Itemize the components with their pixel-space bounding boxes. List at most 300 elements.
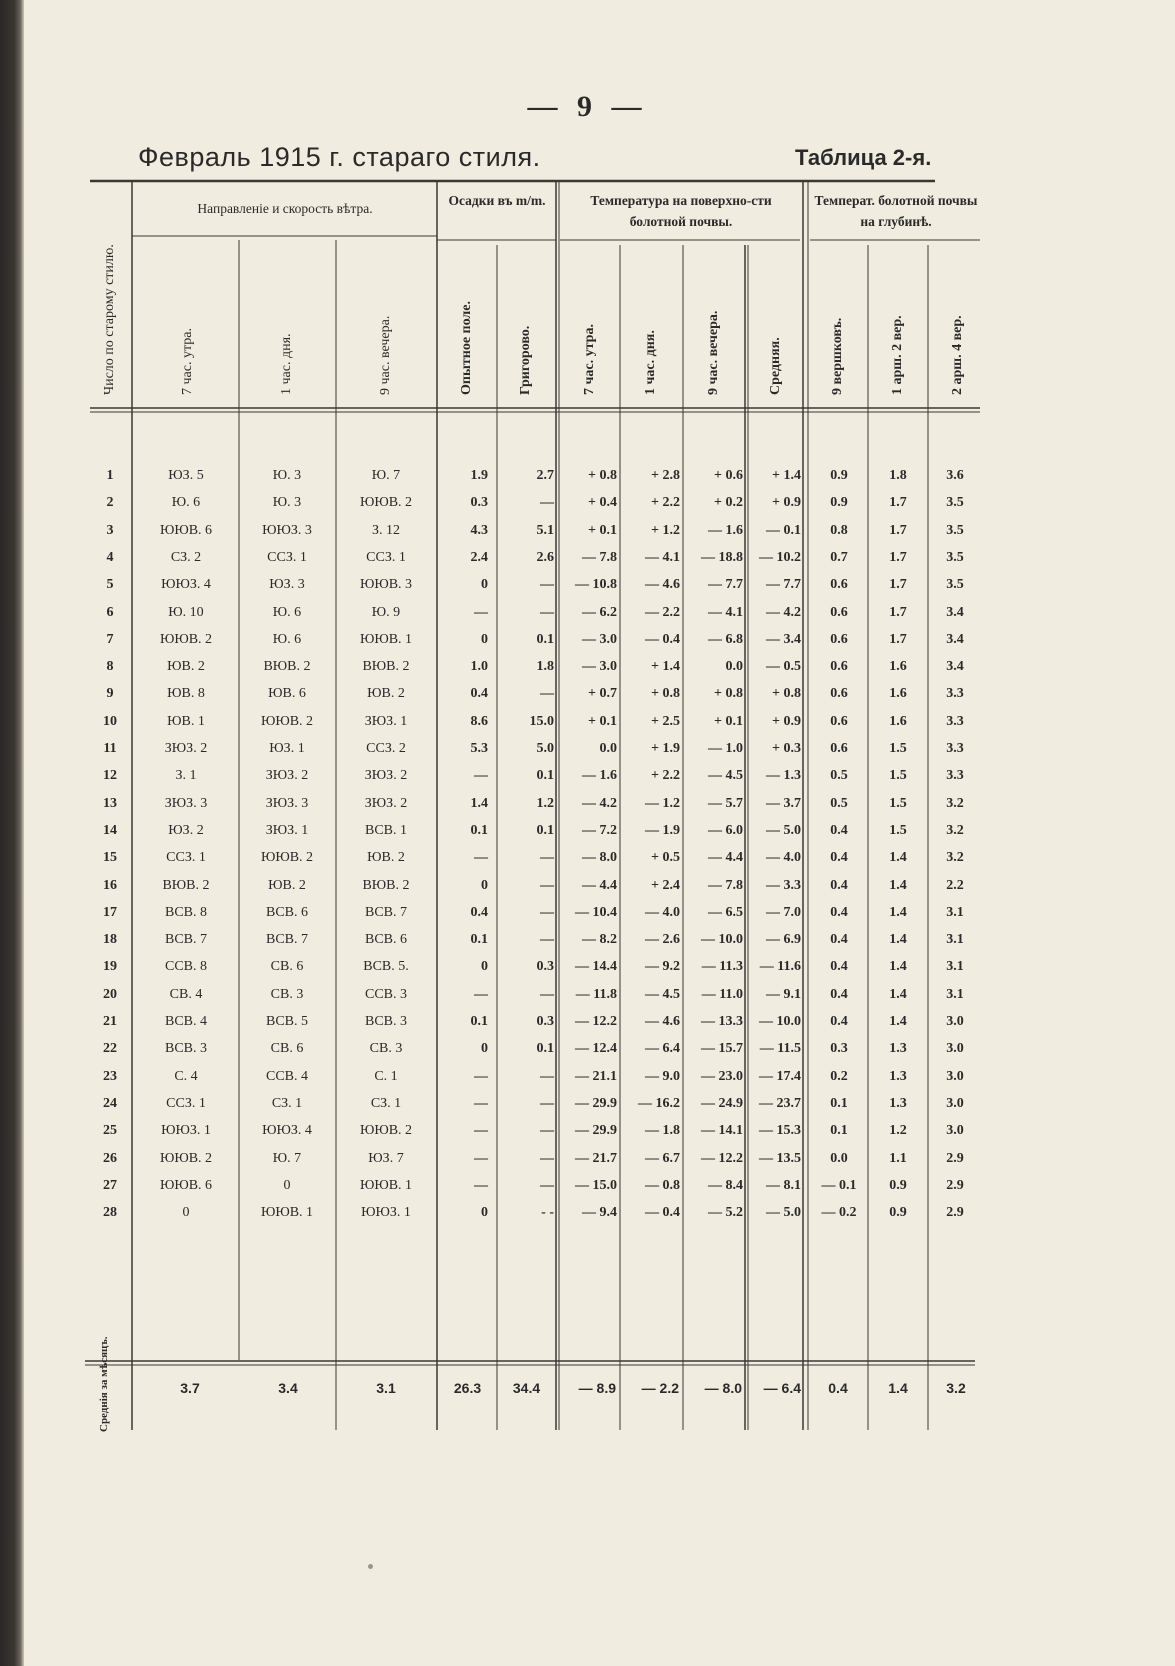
cell-d1: 0.1 bbox=[830, 1095, 848, 1111]
cell-s7: — 8.0 bbox=[582, 850, 617, 866]
cell-s9: + 0.2 bbox=[714, 495, 743, 511]
page-number: — 9 — bbox=[527, 90, 648, 123]
cell-s9: — 24.9 bbox=[701, 1095, 743, 1111]
cell-s9: — 6.8 bbox=[708, 631, 743, 647]
table-number: Таблица 2-я. bbox=[795, 145, 932, 170]
cell-d2: 1.4 bbox=[889, 959, 907, 975]
cell-s1: — 0.8 bbox=[645, 1177, 680, 1193]
cell-w9: ВСВ. 6 bbox=[364, 932, 407, 948]
cell-day: 6 bbox=[106, 604, 114, 620]
cell-d1: 0.6 bbox=[830, 713, 848, 729]
cell-w9: ВЮВ. 2 bbox=[362, 659, 410, 675]
averages-row bbox=[0, 1376, 1175, 1406]
cell-w1: Ю. 7 bbox=[272, 1150, 302, 1166]
cell-p2: — bbox=[540, 1095, 554, 1111]
cell-w9: ЮЮВ. 1 bbox=[359, 1177, 413, 1193]
cell-s1: + 1.2 bbox=[651, 522, 680, 538]
cell-s1: — 6.4 bbox=[645, 1041, 680, 1057]
cell-w9: ВСВ. 7 bbox=[364, 904, 407, 920]
cell-w9: Ю. 9 bbox=[371, 604, 401, 620]
cell-d2: 1.5 bbox=[889, 822, 907, 838]
cell-p1: — bbox=[474, 850, 488, 866]
cell-d1: 0.4 bbox=[830, 850, 848, 866]
cell-day: 5 bbox=[106, 577, 114, 593]
cell-p2: 2.7 bbox=[536, 468, 554, 483]
header-precip-field: Опытное поле. bbox=[459, 301, 474, 395]
cell-day: 25 bbox=[103, 1123, 117, 1139]
cell-d1: 0.6 bbox=[830, 659, 848, 675]
cell-sm: + 0.8 bbox=[772, 686, 801, 702]
cell-w1: ВСВ. 5 bbox=[265, 1014, 308, 1029]
cell-d2: 1.7 bbox=[889, 549, 907, 565]
cell-d2: 1.2 bbox=[889, 1123, 907, 1139]
cell-d2: 1.5 bbox=[889, 795, 907, 811]
cell-p1: — bbox=[474, 1123, 488, 1139]
cell-d3: 3.2 bbox=[946, 795, 964, 811]
cell-d2: 1.4 bbox=[889, 877, 907, 893]
cell-s7: — 8.2 bbox=[582, 932, 617, 948]
cell-s7: 0.0 bbox=[599, 741, 617, 756]
cell-d3: 3.4 bbox=[946, 631, 964, 647]
cell-s7: — 4.2 bbox=[582, 795, 617, 811]
cell-d3: 3.4 bbox=[946, 604, 964, 620]
cell-p2: 0.1 bbox=[536, 822, 554, 838]
cell-w1: Ю. 3 bbox=[272, 468, 302, 483]
cell-s9: — 15.7 bbox=[701, 1041, 743, 1057]
cell-s9: — 1.0 bbox=[708, 741, 743, 756]
cell-w1: 0 bbox=[283, 1177, 291, 1193]
cell-d1: 0.7 bbox=[830, 549, 848, 565]
cell-sm: — 13.5 bbox=[759, 1150, 801, 1166]
cell-s7: + 0.8 bbox=[588, 468, 617, 483]
cell-d3: 3.2 bbox=[946, 822, 964, 838]
table-row bbox=[0, 792, 1175, 819]
cell-s7: — 3.0 bbox=[582, 631, 617, 647]
cell-sm: + 0.9 bbox=[772, 495, 801, 511]
cell-p1: — bbox=[474, 1177, 488, 1193]
cell-day: 2 bbox=[106, 495, 114, 511]
cell-w1: СВ. 3 bbox=[270, 986, 304, 1002]
cell-w1: ЮЮВ. 2 bbox=[260, 850, 314, 866]
table-row bbox=[0, 1147, 1175, 1174]
cell-d3: 3.3 bbox=[946, 713, 964, 729]
cell-d3: 3.5 bbox=[946, 522, 964, 538]
cell-s7: — 12.4 bbox=[575, 1041, 617, 1057]
cell-d2: 1.4 bbox=[889, 986, 907, 1002]
cell-sm: — 5.0 bbox=[766, 1205, 801, 1221]
cell-w7: ЗЮЗ. 2 bbox=[164, 741, 208, 756]
cell-d2: 0.9 bbox=[889, 1205, 907, 1221]
cell-sm: — 7.7 bbox=[766, 577, 801, 593]
cell-sm: — 4.2 bbox=[766, 604, 801, 620]
cell-w9: ЮЗ. 7 bbox=[368, 1150, 404, 1166]
cell-p1: — bbox=[474, 1095, 488, 1111]
header-wind-1: 1 час. дня. bbox=[279, 333, 294, 395]
cell-w7: ЮЗ. 2 bbox=[168, 822, 204, 838]
avg-precip-field: 26.3 bbox=[453, 1380, 482, 1396]
cell-d2: 1.3 bbox=[889, 1041, 907, 1057]
cell-s1: — 9.2 bbox=[645, 959, 680, 975]
cell-p2: 1.2 bbox=[536, 795, 554, 811]
cell-w7: ЮЗ. 5 bbox=[168, 468, 204, 483]
cell-s1: — 6.7 bbox=[645, 1150, 680, 1166]
cell-s9: — 11.0 bbox=[701, 986, 743, 1002]
cell-w9: ЗЮЗ. 1 bbox=[364, 713, 408, 729]
cell-w7: ЮВ. 2 bbox=[167, 659, 205, 675]
cell-w1: ЗЮЗ. 3 bbox=[265, 795, 309, 811]
table-row bbox=[0, 874, 1175, 901]
cell-s9: — 6.5 bbox=[708, 904, 743, 920]
cell-s9: — 7.8 bbox=[708, 877, 743, 893]
cell-sm: — 7.0 bbox=[766, 904, 801, 920]
avg-surface-9: — 8.0 bbox=[704, 1380, 742, 1396]
cell-d1: 0.4 bbox=[830, 986, 848, 1002]
cell-w7: ССЗ. 1 bbox=[166, 1095, 206, 1111]
cell-d3: 3.0 bbox=[946, 1068, 964, 1084]
cell-w7: С. 4 bbox=[174, 1068, 198, 1084]
cell-p1: — bbox=[474, 604, 488, 620]
header-surface-1: 1 час. дня. bbox=[643, 330, 658, 395]
cell-s7: — 14.4 bbox=[575, 959, 617, 975]
cell-w7: ССЗ. 1 bbox=[166, 850, 206, 866]
cell-d1: 0.8 bbox=[830, 522, 848, 538]
page-title: Февраль 1915 г. стараго стиля. bbox=[138, 142, 541, 172]
cell-s1: — 1.2 bbox=[645, 795, 680, 811]
cell-d1: 0.9 bbox=[830, 468, 848, 483]
header-depth-1a2: 1 арш. 2 вер. bbox=[890, 315, 905, 395]
cell-p2: 0.1 bbox=[536, 768, 554, 784]
cell-s7: — 12.2 bbox=[575, 1014, 617, 1029]
cell-w7: ЮЮВ. 6 bbox=[159, 522, 213, 538]
cell-w1: ЗЮЗ. 1 bbox=[265, 822, 309, 838]
header-wind-9: 9 час. вечера. bbox=[378, 315, 393, 395]
cell-w1: ВЮВ. 2 bbox=[263, 659, 311, 675]
cell-d3: 3.5 bbox=[946, 577, 964, 593]
cell-p1: 0.4 bbox=[470, 904, 488, 920]
cell-sm: — 3.4 bbox=[766, 631, 801, 647]
cell-w7: 0 bbox=[182, 1205, 190, 1221]
cell-d3: 2.9 bbox=[946, 1150, 964, 1166]
cell-s1: — 4.0 bbox=[645, 904, 680, 920]
cell-p2: — bbox=[540, 577, 554, 593]
cell-sm: — 17.4 bbox=[759, 1068, 801, 1084]
cell-d3: 2.9 bbox=[946, 1205, 964, 1221]
table-row bbox=[0, 655, 1175, 682]
cell-w1: ВСВ. 6 bbox=[265, 904, 308, 920]
cell-d2: 1.5 bbox=[889, 768, 907, 784]
cell-p2: — bbox=[540, 1177, 554, 1193]
cell-p2: — bbox=[540, 904, 554, 920]
cell-p2: — bbox=[540, 1068, 554, 1084]
cell-s1: + 2.8 bbox=[651, 468, 680, 483]
header-precip: Осадки въ m/m. bbox=[448, 193, 546, 208]
cell-w7: ЮЮЗ. 4 bbox=[161, 577, 211, 593]
cell-s1: — 16.2 bbox=[638, 1095, 680, 1111]
cell-s7: — 1.6 bbox=[582, 768, 617, 784]
avg-depth-1a2: 1.4 bbox=[888, 1380, 908, 1396]
cell-day: 8 bbox=[106, 659, 114, 675]
table-row bbox=[0, 628, 1175, 655]
cell-w1: ЮВ. 6 bbox=[268, 686, 306, 702]
cell-d1: 0.6 bbox=[830, 631, 848, 647]
cell-d1: — 0.1 bbox=[821, 1177, 857, 1193]
cell-s7: — 15.0 bbox=[575, 1177, 617, 1193]
cell-d3: 3.5 bbox=[946, 495, 964, 511]
cell-p1: 1.0 bbox=[470, 659, 488, 675]
cell-d1: 0.2 bbox=[830, 1068, 848, 1084]
table-row bbox=[0, 1092, 1175, 1119]
avg-wind-7: 3.7 bbox=[180, 1380, 200, 1396]
cell-w9: С. 1 bbox=[374, 1068, 398, 1084]
cell-w1: ЮЗ. 1 bbox=[269, 741, 305, 756]
cell-w1: ЮЮЗ. 3 bbox=[262, 522, 312, 538]
table-row bbox=[0, 464, 1175, 491]
cell-w9: ССЗ. 2 bbox=[366, 741, 406, 756]
cell-p1: 0.1 bbox=[470, 822, 488, 838]
cell-p2: — bbox=[540, 877, 554, 893]
cell-p1: 1.9 bbox=[470, 468, 488, 483]
cell-s1: + 2.4 bbox=[651, 877, 680, 893]
avg-surface-7: — 8.9 bbox=[578, 1380, 616, 1396]
table-row bbox=[0, 601, 1175, 628]
avg-surface-1: — 2.2 bbox=[641, 1380, 679, 1396]
cell-p1: 0 bbox=[481, 1041, 488, 1057]
cell-s9: — 12.2 bbox=[701, 1150, 743, 1166]
avg-wind-1: 3.4 bbox=[278, 1380, 298, 1396]
cell-s9: — 4.1 bbox=[708, 604, 743, 620]
cell-s7: — 21.7 bbox=[575, 1150, 617, 1166]
cell-s9: — 6.0 bbox=[708, 822, 743, 838]
cell-d1: 0.3 bbox=[830, 1041, 848, 1057]
cell-d1: 0.4 bbox=[830, 904, 848, 920]
cell-day: 17 bbox=[103, 904, 117, 920]
cell-day: 22 bbox=[103, 1041, 117, 1057]
cell-sm: + 1.4 bbox=[772, 468, 801, 483]
cell-s7: + 0.7 bbox=[588, 686, 617, 702]
table-row bbox=[0, 1010, 1175, 1037]
cell-d2: 1.4 bbox=[889, 850, 907, 866]
cell-sm: — 4.0 bbox=[766, 850, 801, 866]
paper-spot bbox=[368, 1564, 373, 1569]
cell-w1: ЮВ. 2 bbox=[268, 877, 306, 893]
cell-w9: ВСВ. 3 bbox=[364, 1014, 407, 1029]
cell-w9: ССЗ. 1 bbox=[366, 549, 406, 565]
cell-p1: — bbox=[474, 986, 488, 1002]
averages-label: Среднія за мѣсяцъ. bbox=[98, 1336, 110, 1432]
cell-p1: 4.3 bbox=[470, 522, 488, 538]
cell-w9: ЮВ. 2 bbox=[367, 686, 405, 702]
cell-s1: — 2.2 bbox=[645, 604, 680, 620]
cell-d2: 1.1 bbox=[889, 1150, 907, 1166]
cell-s9: 0.0 bbox=[725, 659, 743, 675]
cell-d1: 0.6 bbox=[830, 577, 848, 593]
cell-s7: — 4.4 bbox=[582, 877, 617, 893]
cell-d3: 3.0 bbox=[946, 1014, 964, 1029]
cell-s7: — 6.2 bbox=[582, 604, 617, 620]
cell-d3: 3.4 bbox=[946, 659, 964, 675]
cell-w9: ВСВ. 5. bbox=[363, 959, 409, 975]
header-surface-9: 9 час. вечера. bbox=[706, 310, 721, 395]
cell-p1: 0 bbox=[481, 631, 488, 647]
cell-p2: — bbox=[540, 850, 554, 866]
cell-s7: — 7.2 bbox=[582, 822, 617, 838]
cell-w9: ЮЮЗ. 1 bbox=[361, 1205, 411, 1221]
cell-sm: — 23.7 bbox=[759, 1095, 801, 1111]
cell-w1: Ю. 6 bbox=[272, 604, 302, 620]
cell-day: 20 bbox=[103, 986, 117, 1002]
cell-day: 4 bbox=[106, 549, 114, 565]
cell-s1: + 1.4 bbox=[651, 659, 680, 675]
cell-w7: ССВ. 8 bbox=[164, 959, 207, 975]
cell-w7: ВСВ. 3 bbox=[164, 1041, 207, 1057]
cell-w1: Ю. 3 bbox=[272, 495, 302, 511]
cell-s9: — 4.5 bbox=[708, 768, 743, 784]
cell-w9: ЗЮЗ. 2 bbox=[364, 768, 408, 784]
cell-d1: 0.6 bbox=[830, 686, 848, 702]
cell-s7: — 9.4 bbox=[582, 1205, 617, 1221]
cell-sm: — 3.3 bbox=[766, 877, 801, 893]
cell-s9: — 11.3 bbox=[701, 959, 743, 975]
cell-day: 1 bbox=[106, 468, 114, 483]
cell-w9: ЮВ. 2 bbox=[367, 850, 405, 866]
cell-w7: ЮЮВ. 2 bbox=[159, 631, 213, 647]
cell-s1: + 0.8 bbox=[651, 686, 680, 702]
cell-sm: + 0.9 bbox=[772, 713, 801, 729]
cell-p1: — bbox=[474, 768, 488, 784]
header-surface-7: 7 час. утра. bbox=[582, 324, 597, 395]
cell-day: 28 bbox=[103, 1205, 117, 1221]
cell-s1: — 4.6 bbox=[645, 577, 680, 593]
cell-s9: — 10.0 bbox=[701, 932, 743, 948]
cell-s1: — 1.9 bbox=[645, 822, 680, 838]
header-wind-7: 7 час. утра. bbox=[180, 328, 195, 395]
cell-s9: — 13.3 bbox=[701, 1014, 743, 1029]
cell-p2: 5.0 bbox=[536, 741, 554, 756]
cell-sm: — 15.3 bbox=[759, 1123, 801, 1139]
cell-w1: ЮЮЗ. 4 bbox=[262, 1123, 312, 1139]
cell-p2: 2.6 bbox=[536, 549, 554, 565]
cell-d1: 0.5 bbox=[830, 768, 848, 784]
cell-p2: — bbox=[540, 932, 554, 948]
cell-sm: — 5.0 bbox=[766, 822, 801, 838]
cell-p1: 2.4 bbox=[470, 549, 488, 565]
table-row bbox=[0, 682, 1175, 709]
cell-p2: — bbox=[540, 1150, 554, 1166]
cell-d3: 3.0 bbox=[946, 1041, 964, 1057]
cell-w7: ЮВ. 8 bbox=[167, 686, 205, 702]
cell-d1: 0.9 bbox=[830, 495, 848, 511]
cell-s1: — 0.4 bbox=[645, 631, 680, 647]
cell-w1: ЮЗ. 3 bbox=[269, 577, 305, 593]
cell-d2: 1.4 bbox=[889, 1014, 907, 1029]
cell-day: 13 bbox=[103, 795, 117, 811]
cell-d3: 3.3 bbox=[946, 686, 964, 702]
cell-s7: — 29.9 bbox=[575, 1095, 617, 1111]
header-surface-mean: Средняя. bbox=[768, 337, 783, 395]
table-row bbox=[0, 710, 1175, 737]
cell-d2: 0.9 bbox=[889, 1177, 907, 1193]
table-row bbox=[0, 1037, 1175, 1064]
cell-p2: — bbox=[540, 686, 554, 702]
cell-s1: — 2.6 bbox=[645, 932, 680, 948]
cell-p2: 0.1 bbox=[536, 631, 554, 647]
cell-p2: 0.1 bbox=[536, 1041, 554, 1057]
table-row bbox=[0, 1065, 1175, 1092]
avg-surface-mean: — 6.4 bbox=[763, 1380, 801, 1396]
cell-w9: ЮЮВ. 2 bbox=[359, 495, 413, 511]
cell-p2: — bbox=[540, 604, 554, 620]
cell-d3: 3.1 bbox=[946, 904, 964, 920]
avg-depth-9: 0.4 bbox=[828, 1380, 848, 1396]
cell-w1: ССЗ. 1 bbox=[267, 549, 307, 565]
cell-w7: ЮЮЗ. 1 bbox=[161, 1123, 211, 1139]
cell-p1: 0.4 bbox=[470, 686, 488, 702]
table-row bbox=[0, 546, 1175, 573]
table-row bbox=[0, 955, 1175, 982]
cell-p1: 0.3 bbox=[470, 495, 488, 511]
cell-s1: + 0.5 bbox=[651, 850, 680, 866]
cell-sm: — 8.1 bbox=[766, 1177, 801, 1193]
cell-d3: 3.2 bbox=[946, 850, 964, 866]
cell-p1: 5.3 bbox=[470, 741, 488, 756]
cell-w9: СЗ. 1 bbox=[370, 1095, 402, 1111]
cell-d1: 0.4 bbox=[830, 822, 848, 838]
cell-sm: — 6.9 bbox=[766, 932, 801, 948]
cell-w9: СВ. 3 bbox=[369, 1041, 403, 1057]
cell-w9: Ю. 7 bbox=[371, 468, 401, 483]
table-row bbox=[0, 1119, 1175, 1146]
cell-d2: 1.5 bbox=[889, 741, 907, 756]
cell-day: 9 bbox=[106, 686, 114, 702]
cell-s9: — 23.0 bbox=[701, 1068, 743, 1084]
cell-d1: 0.4 bbox=[830, 959, 848, 975]
cell-s1: — 4.1 bbox=[645, 549, 680, 565]
header-depth-2a4: 2 арш. 4 вер. bbox=[950, 315, 965, 395]
cell-w9: ССВ. 3 bbox=[364, 986, 407, 1002]
cell-p2: — bbox=[540, 495, 554, 511]
table-row bbox=[0, 573, 1175, 600]
cell-p2: 0.3 bbox=[536, 1014, 554, 1029]
cell-w1: СВ. 6 bbox=[270, 1041, 304, 1057]
cell-s9: — 5.7 bbox=[708, 795, 743, 811]
cell-s9: — 1.6 bbox=[708, 522, 743, 538]
table-row bbox=[0, 846, 1175, 873]
cell-d2: 1.6 bbox=[889, 686, 907, 702]
cell-w1: СВ. 6 bbox=[270, 959, 304, 975]
cell-w1: ЗЮЗ. 2 bbox=[265, 768, 309, 784]
cell-d3: 3.1 bbox=[946, 986, 964, 1002]
cell-p2: - - bbox=[541, 1205, 554, 1221]
table-row bbox=[0, 1201, 1175, 1228]
cell-p2: 5.1 bbox=[536, 522, 554, 538]
header-day: Число по старому стилю. bbox=[102, 244, 117, 395]
cell-day: 12 bbox=[103, 768, 117, 784]
cell-w1: ВСВ. 7 bbox=[265, 932, 308, 948]
cell-s1: — 0.4 bbox=[645, 1205, 680, 1221]
cell-p1: 0.1 bbox=[470, 932, 488, 948]
cell-sm: — 10.0 bbox=[759, 1014, 801, 1029]
cell-d2: 1.3 bbox=[889, 1095, 907, 1111]
cell-s9: — 4.4 bbox=[708, 850, 743, 866]
cell-day: 23 bbox=[103, 1068, 117, 1084]
cell-w7: ВЮВ. 2 bbox=[162, 877, 210, 893]
cell-d2: 1.8 bbox=[889, 468, 907, 483]
cell-p1: 1.4 bbox=[470, 795, 488, 811]
cell-s1: — 4.5 bbox=[645, 986, 680, 1002]
cell-sm: — 9.1 bbox=[766, 986, 801, 1002]
cell-p1: — bbox=[474, 1150, 488, 1166]
cell-w7: ЮЮВ. 2 bbox=[159, 1150, 213, 1166]
